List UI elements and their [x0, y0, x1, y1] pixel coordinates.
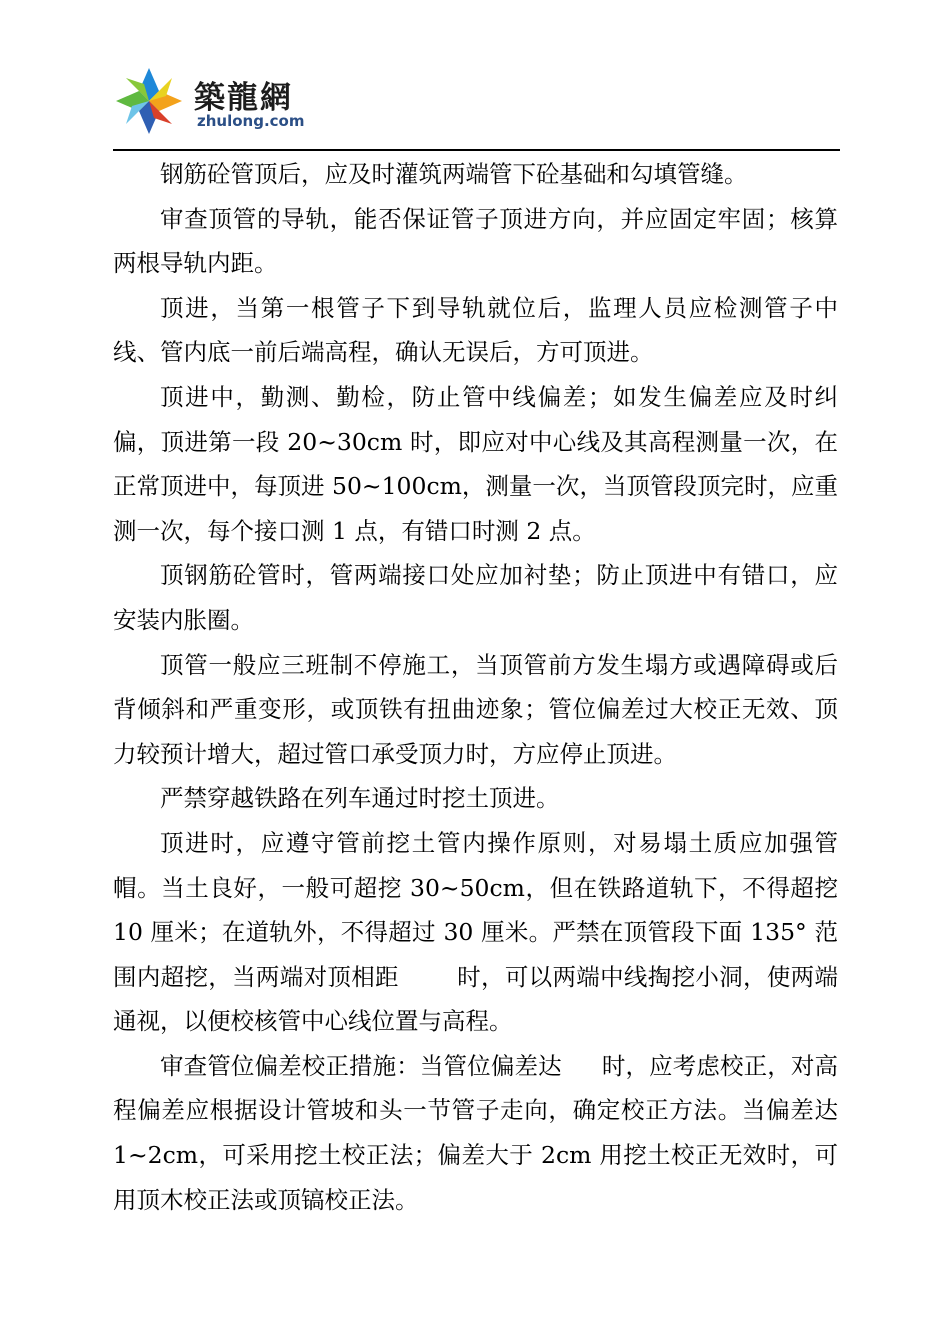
- paragraph: 顶进中，勤测、勤检，防止管中线偏差；如发生偏差应及时纠偏，顶进第一段 20~30cm 时，即应对中心线及其高程测量一次，在正常顶进中，每顶进 50~100cm，测量一次，当顶管段顶完时，应重测一次，每个接口测 1 点，有错口时测 2 点。: [113, 382, 838, 545]
- header-divider: [113, 149, 840, 151]
- logo-text-chinese: 築龍網: [194, 80, 293, 116]
- logo-text-domain: zhulong.com: [197, 112, 305, 130]
- paragraph-part: 审查管位偏差校正措施：当管位偏差达: [160, 1051, 562, 1080]
- paragraph: 顶管一般应三班制不停施工，当顶管前方发生塌方或遇障碍或后背倾斜和严重变形，或顶铁有扭曲迹象；管位偏差过大校正无效、顶力较预计增大，超过管口承受顶力时，方应停止顶进。: [113, 650, 838, 768]
- document-body: [113, 152, 838, 1222]
- paragraph-part: 顶进时，应遵守管前挖土管内操作原则，对易塌土质应加强管帽。当土良好，一般可超挖 30~50cm，但在铁路道轨下，不得超挖 10 厘米；在道轨外，不得超过 30 厘米。严禁在顶管段下面 135° 范围内超挖，当两端对顶相距: [113, 828, 838, 991]
- paragraph: [113, 821, 838, 1044]
- logo-star-icon: [114, 66, 184, 136]
- paragraph: 顶进，当第一根管子下到导轨就位后，监理人员应检测管子中线、管内底一前后端高程，确认无误后，方可顶进。: [113, 293, 838, 367]
- paragraph: 顶钢筋砼管时，管两端接口处应加衬垫；防止顶进中有错口，应安装内胀圈。: [113, 561, 838, 634]
- paragraph-part: 时，应考虑校正，对高程偏差应根据设计管坡和头一节管子走向，确定校正方法。当偏差达 1~2cm，可采用挖土校正法；偏差大于 2cm 用挖土校正无效时，可用顶木校正法或顶镐校正法。: [113, 1051, 838, 1214]
- paragraph: [113, 1044, 838, 1222]
- paragraph: 严禁穿越铁路在列车通过时挖土顶进。: [160, 784, 560, 813]
- paragraph-part: 时，可以两端中线掏挖小洞，使两端通视，以便校核管中心线位置与高程。: [113, 962, 839, 1036]
- paragraph: 钢筋砼管顶后，应及时灌筑两端管下砼基础和勾填管缝。: [160, 160, 748, 188]
- site-logo: [114, 66, 314, 136]
- paragraph: 审查顶管的导轨，能否保证管子顶进方向，并应固定牢固；核算两根导轨内距。: [113, 204, 838, 278]
